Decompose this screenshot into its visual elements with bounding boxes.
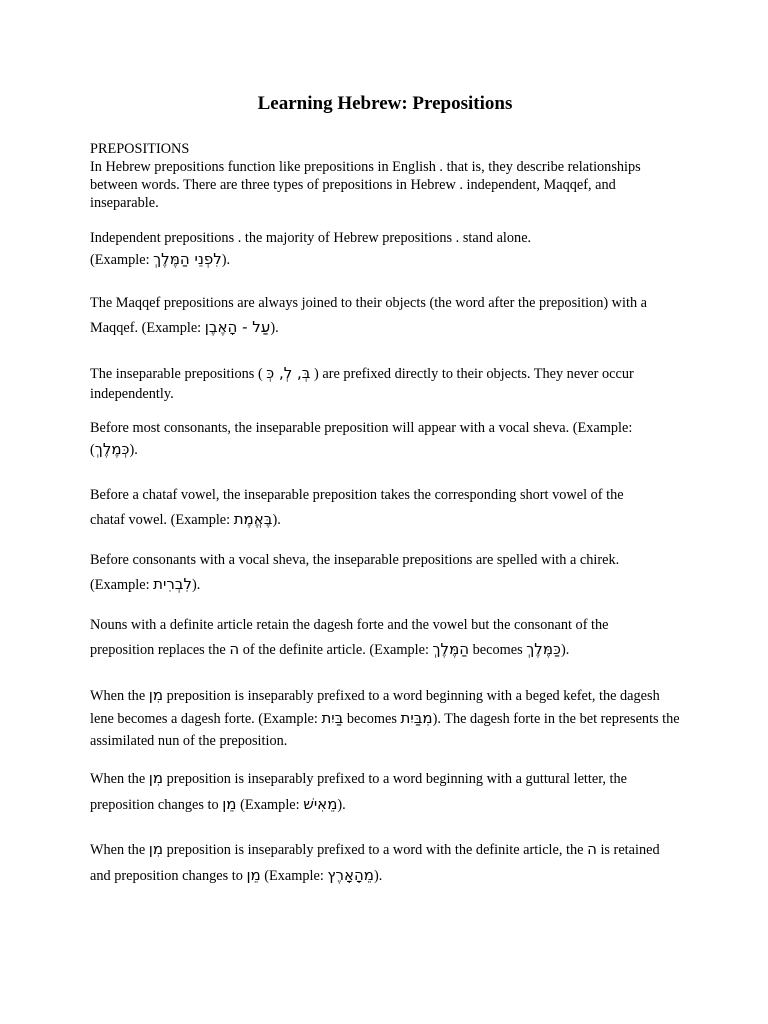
hebrew-example: בֶּאֱמֶת: [233, 510, 273, 528]
example-line: [90, 507, 680, 532]
example-prefix: Maqqef. (Example:: [90, 320, 205, 336]
example-line: [90, 315, 680, 340]
example-line: [90, 572, 680, 597]
example-suffix: ).: [272, 512, 281, 528]
chataf-paragraph: [90, 483, 680, 532]
paragraph-text: When the: [90, 771, 149, 787]
example-suffix: ).: [192, 577, 201, 593]
hebrew-example: בַּיִת: [321, 709, 344, 727]
paragraph-text: (Example:: [260, 868, 328, 884]
hebrew-letter: ה: [587, 840, 597, 858]
hebrew-example: מֵאִישׁ: [303, 795, 338, 813]
hebrew-example: לִבְרִית: [153, 575, 193, 593]
hebrew-word: מִן: [148, 840, 164, 858]
hebrew-example: עַל - הָאֶבֶן: [204, 318, 271, 336]
paragraph-line: Nouns with a definite article retain the dagesh forte and the vowel but the consonant of the: [90, 617, 609, 633]
example-suffix: ).: [129, 442, 138, 458]
example-line: [90, 437, 680, 462]
paragraph-text: When the: [90, 842, 149, 858]
hebrew-example: לִפְנֵי הַמֶּלֶךְ: [153, 250, 222, 268]
hebrew-example: הַמֶּלֶךְ: [432, 640, 470, 658]
example-prefix: (Example:: [90, 252, 154, 268]
maqqef-paragraph: [90, 291, 680, 340]
paragraph-text: ) are prefixed directly to their objects. They never occur independently.: [90, 366, 634, 402]
example-suffix: ).: [221, 252, 231, 268]
example-line: [90, 247, 680, 272]
hebrew-example: מִבַּיִת: [400, 709, 433, 727]
example-line: [90, 637, 680, 662]
example-suffix: ).: [270, 320, 279, 336]
section-heading: PREPOSITIONS: [90, 141, 190, 157]
hebrew-word: מֵן: [222, 795, 237, 813]
example-suffix: ).: [337, 797, 346, 813]
paragraph-line: Before consonants with a vocal sheva, the inseparable prepositions are spelled with a chirek.: [90, 552, 620, 568]
paragraph-line: Before a chataf vowel, the inseparable preposition takes the corresponding short vowel of the: [90, 487, 624, 503]
chirek-paragraph: [90, 548, 680, 597]
example-suffix: ).: [560, 642, 570, 658]
definite-article-paragraph: [90, 613, 680, 662]
hebrew-example: כַּמֶּלֶךְ: [526, 640, 561, 658]
paragraph-line: Independent prepositions . the majority of Hebrew prepositions . stand alone.: [90, 230, 532, 246]
hebrew-word: מִן: [148, 769, 164, 787]
paragraph-text: preposition is inseparably prefixed to a word with the definite article, the: [163, 842, 588, 858]
guttural-paragraph: [90, 766, 680, 818]
paragraph-text: of the definite article. (Example:: [239, 642, 433, 658]
paragraph-text: preposition replaces the: [90, 642, 230, 658]
paragraph-text: The inseparable prepositions (: [90, 366, 267, 382]
hebrew-word: מִן: [148, 686, 164, 704]
hebrew-word: מֵן: [246, 866, 261, 884]
hebrew-example: כְּמֶלֶךְ: [94, 440, 130, 458]
independent-paragraph: [90, 229, 680, 272]
paragraph-text: becomes: [469, 642, 527, 658]
example-prefix: (Example:: [90, 577, 154, 593]
paragraph-text: ). The dagesh forte in the bet represents the assimilated nun of the preposition.: [90, 711, 680, 749]
intro-text: In Hebrew prepositions function like prepositions in English . that is, they describe relationships between words. There are three types of prepositions in Hebrew . independent, Maqqef, and inseparable.: [90, 159, 641, 211]
paragraph-text: becomes: [343, 711, 401, 727]
paragraph-text: is retained and preposition changes to: [90, 842, 660, 884]
definite-article-min-paragraph: [90, 837, 680, 889]
paragraph-text: preposition is inseparably prefixed to a word beginning with a beged kefet, the dagesh lene becomes a dagesh forte. (Example:: [90, 688, 660, 727]
paragraph-text: preposition is inseparably prefixed to a word beginning with a guttural letter, the preposition changes to: [90, 771, 628, 813]
inseparable-paragraph: [90, 363, 680, 404]
beged-kefet-paragraph: [90, 684, 680, 752]
intro-paragraph: [90, 140, 680, 212]
paragraph-line: The Maqqef prepositions are always joined to their objects (the word after the preposition) with a: [90, 295, 648, 311]
example-prefix: (: [90, 442, 95, 458]
vocal-sheva-paragraph: [90, 419, 680, 462]
hebrew-prepositions: בְּ, לְ, כְּ: [266, 364, 311, 382]
paragraph-text: When the: [90, 688, 149, 704]
example-prefix: chataf vowel. (Example:: [90, 512, 234, 528]
paragraph-text: (Example:: [236, 797, 304, 813]
paragraph-line: Before most consonants, the inseparable preposition will appear with a vocal sheva. (Example:: [90, 420, 633, 436]
hebrew-letter: ה: [229, 640, 240, 658]
hebrew-example: מֵהָאָרֶץ: [327, 866, 374, 884]
page-title: Learning Hebrew: Prepositions: [257, 93, 513, 114]
example-suffix: ).: [374, 868, 383, 884]
